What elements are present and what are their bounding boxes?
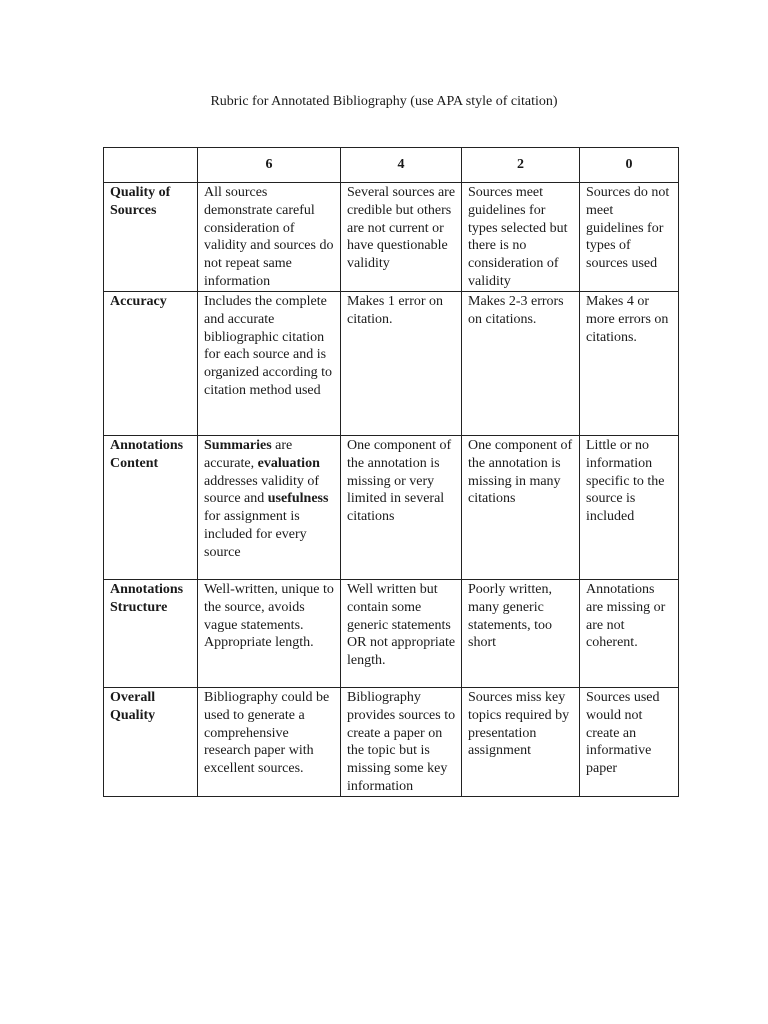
table-cell: Makes 4 or more errors on citations. (580, 292, 679, 436)
table-cell: Well written but contain some generic statements OR not appropriate length. (341, 580, 462, 688)
row-label: Annotations Content (104, 436, 198, 580)
table-cell: Several sources are credible but others are not current or have questionable validity (341, 183, 462, 292)
table-cell: Sources used would not create an informative paper (580, 688, 679, 797)
header-row (104, 148, 679, 183)
table-cell: One component of the annotation is missing in many citations (462, 436, 580, 580)
table-cell: Annotations are missing or are not coherent. (580, 580, 679, 688)
table-cell: Little or no information specific to the source is included (580, 436, 679, 580)
table-row (104, 183, 679, 292)
table-cell-rich (198, 436, 341, 580)
header-cell-score-2: 2 (462, 148, 580, 183)
table-row (104, 580, 679, 688)
table-cell: Sources miss key topics required by presentation assignment (462, 688, 580, 797)
rich-text-part: Summaries (204, 438, 272, 453)
table-row (104, 436, 679, 580)
rich-text-part: addresses validity of source and (204, 473, 320, 507)
table-cell: Makes 2-3 errors on citations. (462, 292, 580, 436)
table-cell: Bibliography provides sources to create a paper on the topic but is missing some key information (341, 688, 462, 797)
row-label: Overall Quality (104, 688, 198, 797)
table-cell: Poorly written, many generic statements, too short (462, 580, 580, 688)
table-cell: One component of the annotation is missing or very limited in several citations (341, 436, 462, 580)
rich-text-part: usefulness (267, 491, 329, 507)
rich-text-part: are accurate, (204, 438, 293, 471)
rich-text-part: for assignment is included for every source (204, 509, 307, 560)
row-label: Quality of Sources (104, 183, 198, 292)
table-cell: Includes the complete and accurate bibliographic citation for each source and is organized according to citation method used (198, 292, 341, 436)
table-cell: Sources do not meet guidelines for types of sources used (580, 183, 679, 292)
row-label: Annotations Structure (104, 580, 198, 688)
table-cell: Sources meet guidelines for types selected but there is no consideration of validity (462, 183, 580, 292)
header-cell-score-6: 6 (198, 148, 341, 183)
table-cell: All sources demonstrate careful consideration of validity and sources do not repeat same information (198, 183, 341, 292)
rich-text-part: evaluation (257, 455, 320, 471)
table-cell: Makes 1 error on citation. (341, 292, 462, 436)
table-row (104, 688, 679, 797)
header-cell-score-0: 0 (580, 148, 679, 183)
header-cell-empty (104, 148, 198, 183)
header-cell-score-4: 4 (341, 148, 462, 183)
table-cell: Well-written, unique to the source, avoids vague statements. Appropriate length. (198, 580, 341, 688)
table-row (104, 292, 679, 436)
row-label: Accuracy (104, 292, 198, 436)
table-cell: Bibliography could be used to generate a comprehensive research paper with excellent sources. (198, 688, 341, 797)
rubric-table (103, 147, 679, 797)
document-title: Rubric for Annotated Bibliography (use APA style of citation) (210, 94, 558, 109)
